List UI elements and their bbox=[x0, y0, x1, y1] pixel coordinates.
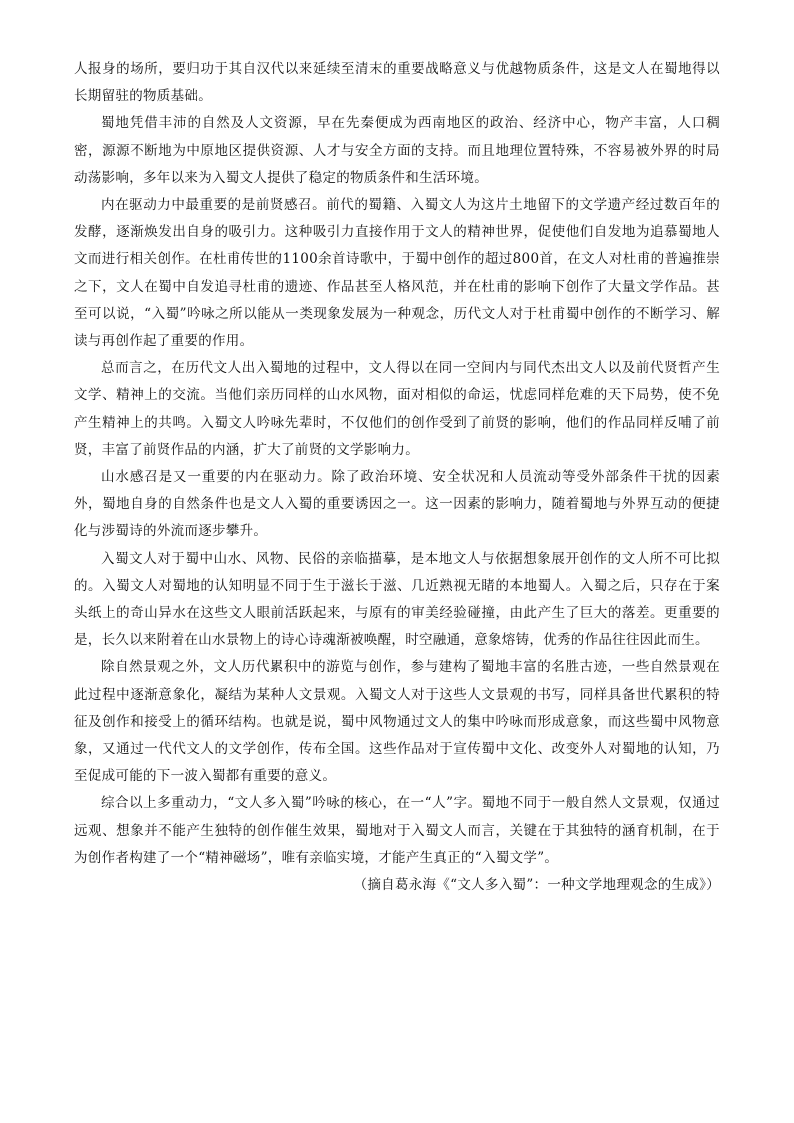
document-page bbox=[74, 56, 720, 899]
paragraph-4: 总而言之，在历代文人出入蜀地的过程中，文人得以在同一空间内与同代杰出文人以及前代贤哲产生文学、精神上的交流。当他们亲历同样的山水风物，面对相似的命运，忧虑同样危难的天下局势，使不免产生精神上的共鸣。入蜀文人吟咏先辈时，不仅他们的创作受到了前贤的影响，他们的作品同样反哺了前贤，丰富了前贤作品的内涵，扩大了前贤的文学影响力。 bbox=[74, 360, 720, 458]
paragraph-2: 蜀地凭借丰沛的自然及人文资源，早在先秦便成为西南地区的政治、经济中心，物产丰富，人口稠密，源源不断地为中原地区提供资源、人才与安全方面的支持。而且地理位置特殊，不容易被外界的时局动荡影响，多年以来为入蜀文人提供了稳定的物质条件和生活环境。 bbox=[74, 115, 720, 186]
paragraph-5: 山水感召是又一重要的内在驱动力。除了政治环境、安全状况和人员流动等受外部条件干扰的因素外，蜀地自身的自然条件也是文人入蜀的重要诱因之一。这一因素的影响力，随着蜀地与外界互动的便捷化与涉蜀诗的外流而逐步攀升。 bbox=[74, 469, 720, 540]
paragraph-8: 综合以上多重动力，“文人多入蜀”吟咏的核心，在一“人”字。蜀地不同于一般自然人文景观，仅通过远观、想象并不能产生独特的创作催生效果，蜀地对于入蜀文人而言，关键在于其独特的涵育机制，在于为创作者构建了一个“精神磁场”，唯有亲临实境，才能产生真正的“入蜀文学”。 bbox=[74, 795, 720, 866]
paragraph-7: 除自然景观之外，文人历代累积中的游览与创作，参与建构了蜀地丰富的名胜古迹，一些自然景观在此过程中逐渐意象化，凝结为某种人文景观。入蜀文人对于这些人文景观的书写，同样具备世代累积的特征及创作和接受上的循环结构。也就是说，蜀中风物通过文人的集中吟咏而形成意象，而这些蜀中风物意象，又通过一代代文人的文学创作，传布全国。这些作品对于宣传蜀中文化、改变外人对蜀地的认知，乃至促成可能的下一波入蜀都有重要的意义。 bbox=[74, 659, 720, 785]
paragraph-3: 内在驱动力中最重要的是前贤感召。前代的蜀籍、入蜀文人为这片土地留下的文学遗产经过数百年的发酵，逐渐焕发出自身的吸引力。这种吸引力直接作用于文人的精神世界，促使他们自发地为追慕蜀地人文而进行相关创作。在杜甫传世的1100余首诗歌中，于蜀中创作的超过800首，在文人对杜甫的普遍推崇之下，文人在蜀中自发追寻杜甫的遗迹、作品甚至人格风范，并在杜甫的影响下创作了大量文学作品。甚至可以说，“入蜀”吟咏之所以能从一类现象发展为一种观念，历代文人对于杜甫蜀中创作的不断学习、解读与再创作起了重要的作用。 bbox=[74, 197, 720, 350]
source-citation: （摘自葛永海《“文人多入蜀”：一种文学地理观念的生成》） bbox=[353, 877, 720, 894]
paragraph-1: 人报身的场所，要归功于其自汉代以来延续至清末的重要战略意义与优越物质条件，这是文人在蜀地得以长期留驻的物质基础。 bbox=[74, 61, 720, 105]
paragraph-6: 入蜀文人对于蜀中山水、风物、民俗的亲临描摹，是本地文人与依据想象展开创作的文人所不可比拟的。入蜀文人对蜀地的认知明显不同于生于滋长于滋、几近熟视无睹的本地蜀人。入蜀之后，只存在于案头纸上的奇山异水在这些文人眼前活跃起来，与原有的审美经验碰撞，由此产生了巨大的落差。更重要的是，长久以来附着在山水景物上的诗心诗魂渐被唤醒，时空融通，意象熔铸，优秀的作品往往因此而生。 bbox=[74, 550, 720, 649]
